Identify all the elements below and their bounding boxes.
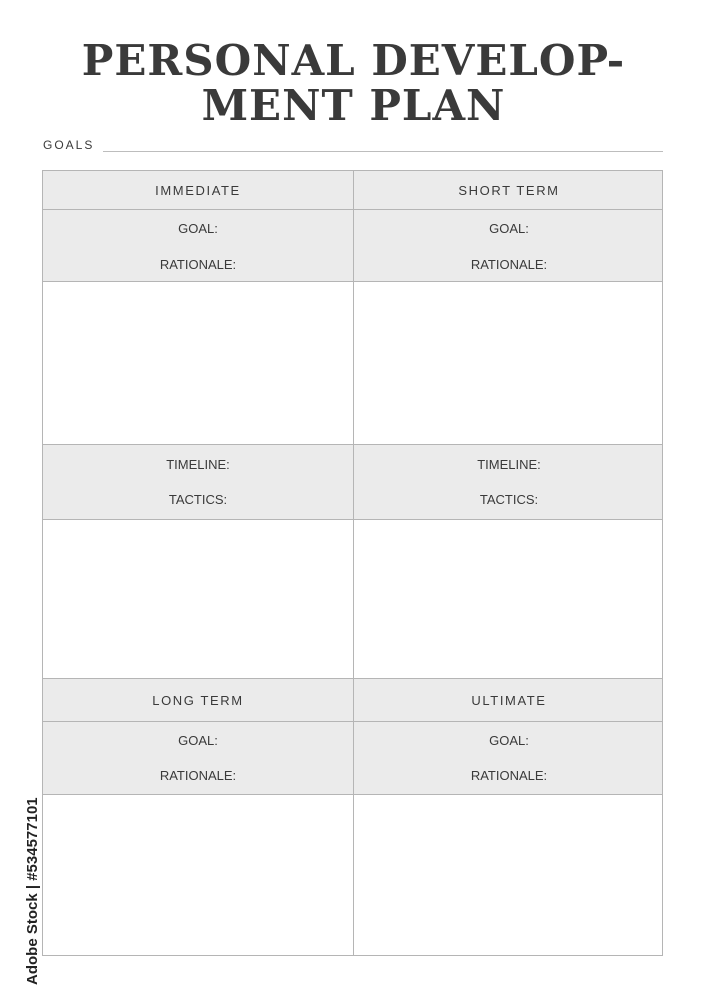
immediate-header: IMMEDIATE [155,183,241,198]
goals-label: GOALS [43,138,95,152]
short-term-rationale-label: RATIONALE: [470,257,548,272]
ultimate-header: ULTIMATE [471,693,547,708]
goals-row [43,138,663,154]
immediate-plan-notes-area[interactable] [43,520,353,678]
immediate-notes-area[interactable] [43,282,353,444]
immediate-goal-label: GOAL: [178,221,218,236]
short-term-plan-notes-area[interactable] [354,520,662,678]
page-title-line-1: PERSONAL DEVELOP- [81,36,626,85]
immediate-timeline-label: TIMELINE: [166,457,230,472]
immediate-rationale-label: RATIONALE: [159,257,237,272]
ultimate-goal-label: GOAL: [489,733,529,748]
short-term-goal-label: GOAL: [489,221,529,236]
stock-credit [10,770,41,985]
long-term-header: LONG TERM [152,693,244,708]
immediate-tactics-label: TACTICS: [168,492,228,507]
short-term-timeline-label: TIMELINE: [477,457,541,472]
long-term-goal-label: GOAL: [178,733,218,748]
plan-grid [42,170,663,956]
page-title-line-2: MENT PLAN [201,81,506,130]
goals-write-line[interactable] [103,151,663,152]
ultimate-notes-area[interactable] [354,795,662,955]
short-term-tactics-label: TACTICS: [479,492,539,507]
stock-credit-text: Adobe Stock | #534577101 [24,797,41,985]
short-term-notes-area[interactable] [354,282,662,444]
long-term-rationale-label: RATIONALE: [159,768,237,783]
long-term-notes-area[interactable] [43,795,353,955]
ultimate-rationale-label: RATIONALE: [470,768,548,783]
short-term-header: SHORT TERM [458,183,560,198]
page-title [0,38,707,128]
